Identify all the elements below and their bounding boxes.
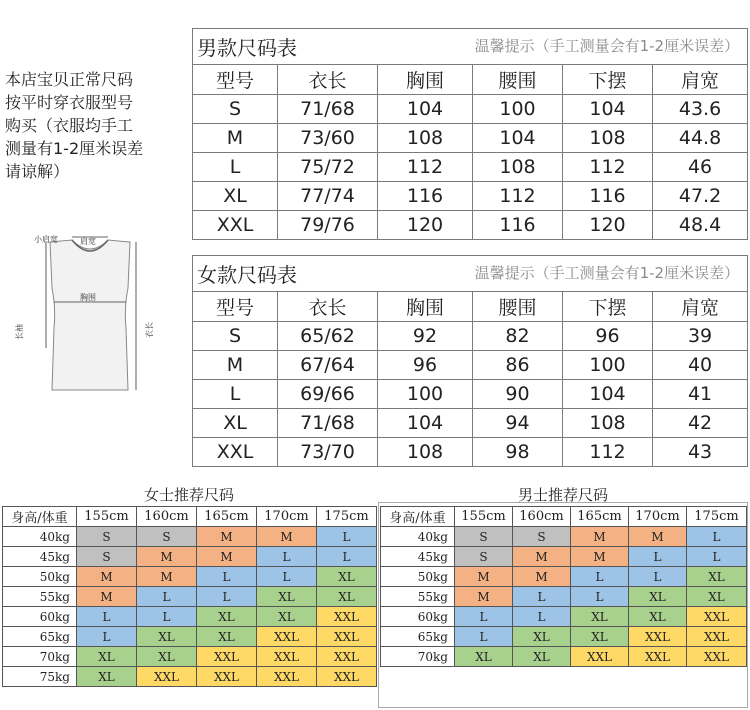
recommend-size-cell: XL xyxy=(687,567,747,587)
recommend-height-header: 175cm xyxy=(687,507,747,527)
recommend-size-cell: XXL xyxy=(137,667,197,687)
table-header: 胸围 xyxy=(378,65,473,95)
table-cell: 82 xyxy=(473,322,563,351)
men-table-header-row xyxy=(193,65,748,95)
table-cell: 108 xyxy=(563,124,653,153)
recommend-size-cell: XXL xyxy=(629,647,687,667)
recommend-size-cell: M xyxy=(137,547,197,567)
table-cell: S xyxy=(193,95,278,124)
recommend-size-cell: L xyxy=(77,627,137,647)
recommend-height-header: 170cm xyxy=(629,507,687,527)
recommend-row xyxy=(3,587,377,607)
recommend-weight-cell: 70kg xyxy=(3,647,77,667)
recommend-size-cell: XL xyxy=(317,567,377,587)
recommend-size-cell: XL xyxy=(137,647,197,667)
recommend-row xyxy=(3,607,377,627)
recommend-corner-cell: 身高/体重 xyxy=(381,507,455,527)
women-size-table xyxy=(192,255,748,467)
table-header: 肩宽 xyxy=(653,65,748,95)
table-cell: 73/70 xyxy=(278,438,378,467)
recommend-size-cell: XL xyxy=(687,587,747,607)
table-cell: 112 xyxy=(473,182,563,211)
recommend-row xyxy=(381,627,747,647)
table-cell: 104 xyxy=(563,95,653,124)
recommend-size-cell: L xyxy=(629,567,687,587)
recommend-size-cell: L xyxy=(137,607,197,627)
table-cell: 112 xyxy=(378,153,473,182)
recommend-size-cell: S xyxy=(77,527,137,547)
recommend-weight-cell: 65kg xyxy=(381,627,455,647)
table-header: 型号 xyxy=(193,65,278,95)
recommend-size-cell: L xyxy=(571,567,629,587)
recommend-header-row xyxy=(381,507,747,527)
table-cell: XXL xyxy=(193,438,278,467)
recommend-size-cell: XXL xyxy=(317,607,377,627)
table-cell: L xyxy=(193,380,278,409)
table-cell: 71/68 xyxy=(278,95,378,124)
table-cell: 120 xyxy=(378,211,473,240)
women-recommend-title: 女士推荐尺码 xyxy=(143,486,234,504)
recommend-weight-cell: 60kg xyxy=(381,607,455,627)
table-cell: 104 xyxy=(378,95,473,124)
table-header: 腰围 xyxy=(473,65,563,95)
recommend-size-cell: L xyxy=(687,547,747,567)
men-table-title-cell xyxy=(193,29,748,65)
recommend-size-cell: XL xyxy=(77,667,137,687)
table-header: 下摆 xyxy=(563,65,653,95)
recommend-size-cell: S xyxy=(77,547,137,567)
table-cell: 86 xyxy=(473,351,563,380)
table-cell: 104 xyxy=(473,124,563,153)
table-cell: 100 xyxy=(378,380,473,409)
recommend-height-header: 155cm xyxy=(455,507,513,527)
recommend-size-cell: XL xyxy=(455,647,513,667)
recommend-size-cell: M xyxy=(513,567,571,587)
recommend-size-cell: L xyxy=(687,527,747,547)
recommend-size-cell: M xyxy=(455,567,513,587)
recommend-header-row xyxy=(3,507,377,527)
recommend-size-cell: XXL xyxy=(687,647,747,667)
table-cell: 116 xyxy=(473,211,563,240)
table-cell: 94 xyxy=(473,409,563,438)
table-header: 型号 xyxy=(193,292,278,322)
recommend-size-cell: M xyxy=(197,527,257,547)
table-row xyxy=(193,438,748,467)
recommend-size-cell: S xyxy=(137,527,197,547)
recommend-size-cell: L xyxy=(137,587,197,607)
table-header: 衣长 xyxy=(278,65,378,95)
recommend-size-cell: XL xyxy=(137,627,197,647)
table-cell: 108 xyxy=(378,438,473,467)
recommend-size-cell: L xyxy=(571,587,629,607)
table-cell: 104 xyxy=(378,409,473,438)
small-shoulder-label: 小肩宽 xyxy=(34,235,58,244)
recommend-height-header: 170cm xyxy=(257,507,317,527)
recommend-height-header: 175cm xyxy=(317,507,377,527)
recommend-size-cell: M xyxy=(197,547,257,567)
recommend-row xyxy=(3,567,377,587)
table-cell: 69/66 xyxy=(278,380,378,409)
table-row xyxy=(193,211,748,240)
recommend-size-cell: L xyxy=(257,567,317,587)
men-recommend-title: 男士推荐尺码 xyxy=(517,486,608,504)
recommend-size-cell: XL xyxy=(571,627,629,647)
recommend-size-cell: XXL xyxy=(257,647,317,667)
recommend-weight-cell: 60kg xyxy=(3,607,77,627)
recommend-size-cell: M xyxy=(455,587,513,607)
recommend-size-cell: S xyxy=(513,527,571,547)
recommend-size-cell: M xyxy=(571,527,629,547)
recommend-size-cell: L xyxy=(629,547,687,567)
recommend-weight-cell: 40kg xyxy=(3,527,77,547)
table-row xyxy=(193,351,748,380)
recommend-size-cell: XL xyxy=(257,607,317,627)
table-cell: 108 xyxy=(378,124,473,153)
table-row xyxy=(193,182,748,211)
table-cell: 41 xyxy=(653,380,748,409)
table-cell: 77/74 xyxy=(278,182,378,211)
recommend-size-cell: XL xyxy=(77,647,137,667)
recommend-height-header: 165cm xyxy=(197,507,257,527)
recommend-size-cell: S xyxy=(455,547,513,567)
recommend-size-cell: L xyxy=(513,607,571,627)
table-row xyxy=(193,153,748,182)
men-table-title: 男款尺码表 xyxy=(197,36,297,60)
recommend-size-cell: XXL xyxy=(571,647,629,667)
table-cell: 44.8 xyxy=(653,124,748,153)
recommend-size-cell: XXL xyxy=(317,647,377,667)
recommend-size-cell: L xyxy=(77,607,137,627)
recommend-row xyxy=(3,667,377,687)
recommend-size-cell: XL xyxy=(257,587,317,607)
men-table-hint: 温馨提示（手工测量会有1-2厘米误差） xyxy=(474,37,740,55)
table-cell: 39 xyxy=(653,322,748,351)
table-cell: 40 xyxy=(653,351,748,380)
recommend-row xyxy=(381,527,747,547)
recommend-weight-cell: 40kg xyxy=(381,527,455,547)
recommend-size-cell: XXL xyxy=(687,607,747,627)
shoulder-label: 肩宽 xyxy=(80,237,96,246)
table-cell: XL xyxy=(193,409,278,438)
recommend-row xyxy=(381,547,747,567)
recommend-weight-cell: 75kg xyxy=(3,667,77,687)
women-table-header-row xyxy=(193,292,748,322)
recommend-corner-cell: 身高/体重 xyxy=(3,507,77,527)
recommend-weight-cell: 55kg xyxy=(3,587,77,607)
recommend-size-cell: L xyxy=(513,587,571,607)
recommend-height-header: 155cm xyxy=(77,507,137,527)
size-notice-text: 本店宝贝正常尺码 按平时穿衣服型号 购买（衣服均手工 测量有1-2厘米误差 请谅解） xyxy=(5,70,144,181)
table-cell: 108 xyxy=(473,153,563,182)
recommend-size-cell: XXL xyxy=(629,627,687,647)
recommend-size-cell: M xyxy=(137,567,197,587)
table-cell: 108 xyxy=(563,409,653,438)
recommend-size-cell: XL xyxy=(513,647,571,667)
women-table-title: 女款尺码表 xyxy=(197,263,297,287)
women-recommend-table xyxy=(2,506,377,687)
recommend-size-cell: XXL xyxy=(317,627,377,647)
recommend-weight-cell: 70kg xyxy=(381,647,455,667)
recommend-size-cell: L xyxy=(317,527,377,547)
recommend-size-cell: XL xyxy=(513,627,571,647)
table-row xyxy=(193,124,748,153)
table-cell: 43 xyxy=(653,438,748,467)
recommend-size-cell: XXL xyxy=(197,667,257,687)
women-table-hint: 温馨提示（手工测量会有1-2厘米误差） xyxy=(474,264,740,282)
table-header: 下摆 xyxy=(563,292,653,322)
recommend-row xyxy=(3,547,377,567)
recommend-weight-cell: 65kg xyxy=(3,627,77,647)
garment-measurement-diagram xyxy=(10,228,170,396)
table-cell: XXL xyxy=(193,211,278,240)
table-cell: 90 xyxy=(473,380,563,409)
recommend-size-cell: L xyxy=(455,627,513,647)
recommend-size-cell: L xyxy=(197,587,257,607)
recommend-size-cell: XL xyxy=(629,607,687,627)
recommend-row xyxy=(3,627,377,647)
table-cell: 67/64 xyxy=(278,351,378,380)
sleeve-label: 长袖 xyxy=(15,324,24,340)
recommend-row xyxy=(381,567,747,587)
recommend-row xyxy=(381,587,747,607)
table-cell: S xyxy=(193,322,278,351)
table-cell: 71/68 xyxy=(278,409,378,438)
recommend-size-cell: S xyxy=(455,527,513,547)
recommend-height-header: 160cm xyxy=(513,507,571,527)
table-cell: 47.2 xyxy=(653,182,748,211)
table-cell: 96 xyxy=(378,351,473,380)
table-cell: 75/72 xyxy=(278,153,378,182)
recommend-size-cell: XXL xyxy=(317,667,377,687)
recommend-height-header: 160cm xyxy=(137,507,197,527)
recommend-size-cell: M xyxy=(257,527,317,547)
table-row xyxy=(193,380,748,409)
table-row xyxy=(193,322,748,351)
table-header: 肩宽 xyxy=(653,292,748,322)
recommend-size-cell: XXL xyxy=(257,667,317,687)
table-cell: 112 xyxy=(563,153,653,182)
table-row xyxy=(193,409,748,438)
table-row xyxy=(193,95,748,124)
recommend-size-cell: L xyxy=(197,567,257,587)
recommend-size-cell: M xyxy=(571,547,629,567)
table-cell: M xyxy=(193,124,278,153)
recommend-weight-cell: 50kg xyxy=(381,567,455,587)
table-cell: 100 xyxy=(473,95,563,124)
recommend-size-cell: XL xyxy=(197,627,257,647)
recommend-height-header: 165cm xyxy=(571,507,629,527)
table-cell: 104 xyxy=(563,380,653,409)
length-label: 衣长 xyxy=(145,322,154,338)
recommend-row xyxy=(381,647,747,667)
women-table-title-cell xyxy=(193,256,748,292)
recommend-weight-cell: 45kg xyxy=(3,547,77,567)
men-recommend-table xyxy=(380,506,747,667)
recommend-size-cell: L xyxy=(455,607,513,627)
recommend-size-cell: XL xyxy=(629,587,687,607)
table-cell: 46 xyxy=(653,153,748,182)
table-cell: 73/60 xyxy=(278,124,378,153)
recommend-size-cell: XXL xyxy=(197,647,257,667)
table-cell: M xyxy=(193,351,278,380)
recommend-weight-cell: 50kg xyxy=(3,567,77,587)
recommend-size-cell: M xyxy=(513,547,571,567)
recommend-weight-cell: 55kg xyxy=(381,587,455,607)
recommend-size-cell: XL xyxy=(197,607,257,627)
recommend-size-cell: XXL xyxy=(687,627,747,647)
table-cell: 48.4 xyxy=(653,211,748,240)
table-cell: 96 xyxy=(563,322,653,351)
table-cell: 65/62 xyxy=(278,322,378,351)
recommend-size-cell: M xyxy=(629,527,687,547)
recommend-size-cell: M xyxy=(77,587,137,607)
table-cell: 92 xyxy=(378,322,473,351)
table-cell: 120 xyxy=(563,211,653,240)
recommend-size-cell: L xyxy=(317,547,377,567)
recommend-size-cell: XL xyxy=(571,607,629,627)
table-cell: 43.6 xyxy=(653,95,748,124)
table-cell: 98 xyxy=(473,438,563,467)
recommend-size-cell: XL xyxy=(317,587,377,607)
table-cell: 100 xyxy=(563,351,653,380)
table-cell: 116 xyxy=(378,182,473,211)
recommend-size-cell: L xyxy=(257,547,317,567)
recommend-weight-cell: 45kg xyxy=(381,547,455,567)
table-cell: L xyxy=(193,153,278,182)
table-cell: XL xyxy=(193,182,278,211)
table-cell: 112 xyxy=(563,438,653,467)
chest-label: 胸围 xyxy=(80,293,96,302)
table-cell: 79/76 xyxy=(278,211,378,240)
table-cell: 116 xyxy=(563,182,653,211)
recommend-row xyxy=(3,647,377,667)
table-cell: 42 xyxy=(653,409,748,438)
recommend-size-cell: M xyxy=(77,567,137,587)
recommend-row xyxy=(381,607,747,627)
table-header: 胸围 xyxy=(378,292,473,322)
men-size-table xyxy=(192,28,748,240)
table-header: 衣长 xyxy=(278,292,378,322)
recommend-row xyxy=(3,527,377,547)
table-header: 腰围 xyxy=(473,292,563,322)
recommend-size-cell: XXL xyxy=(257,627,317,647)
